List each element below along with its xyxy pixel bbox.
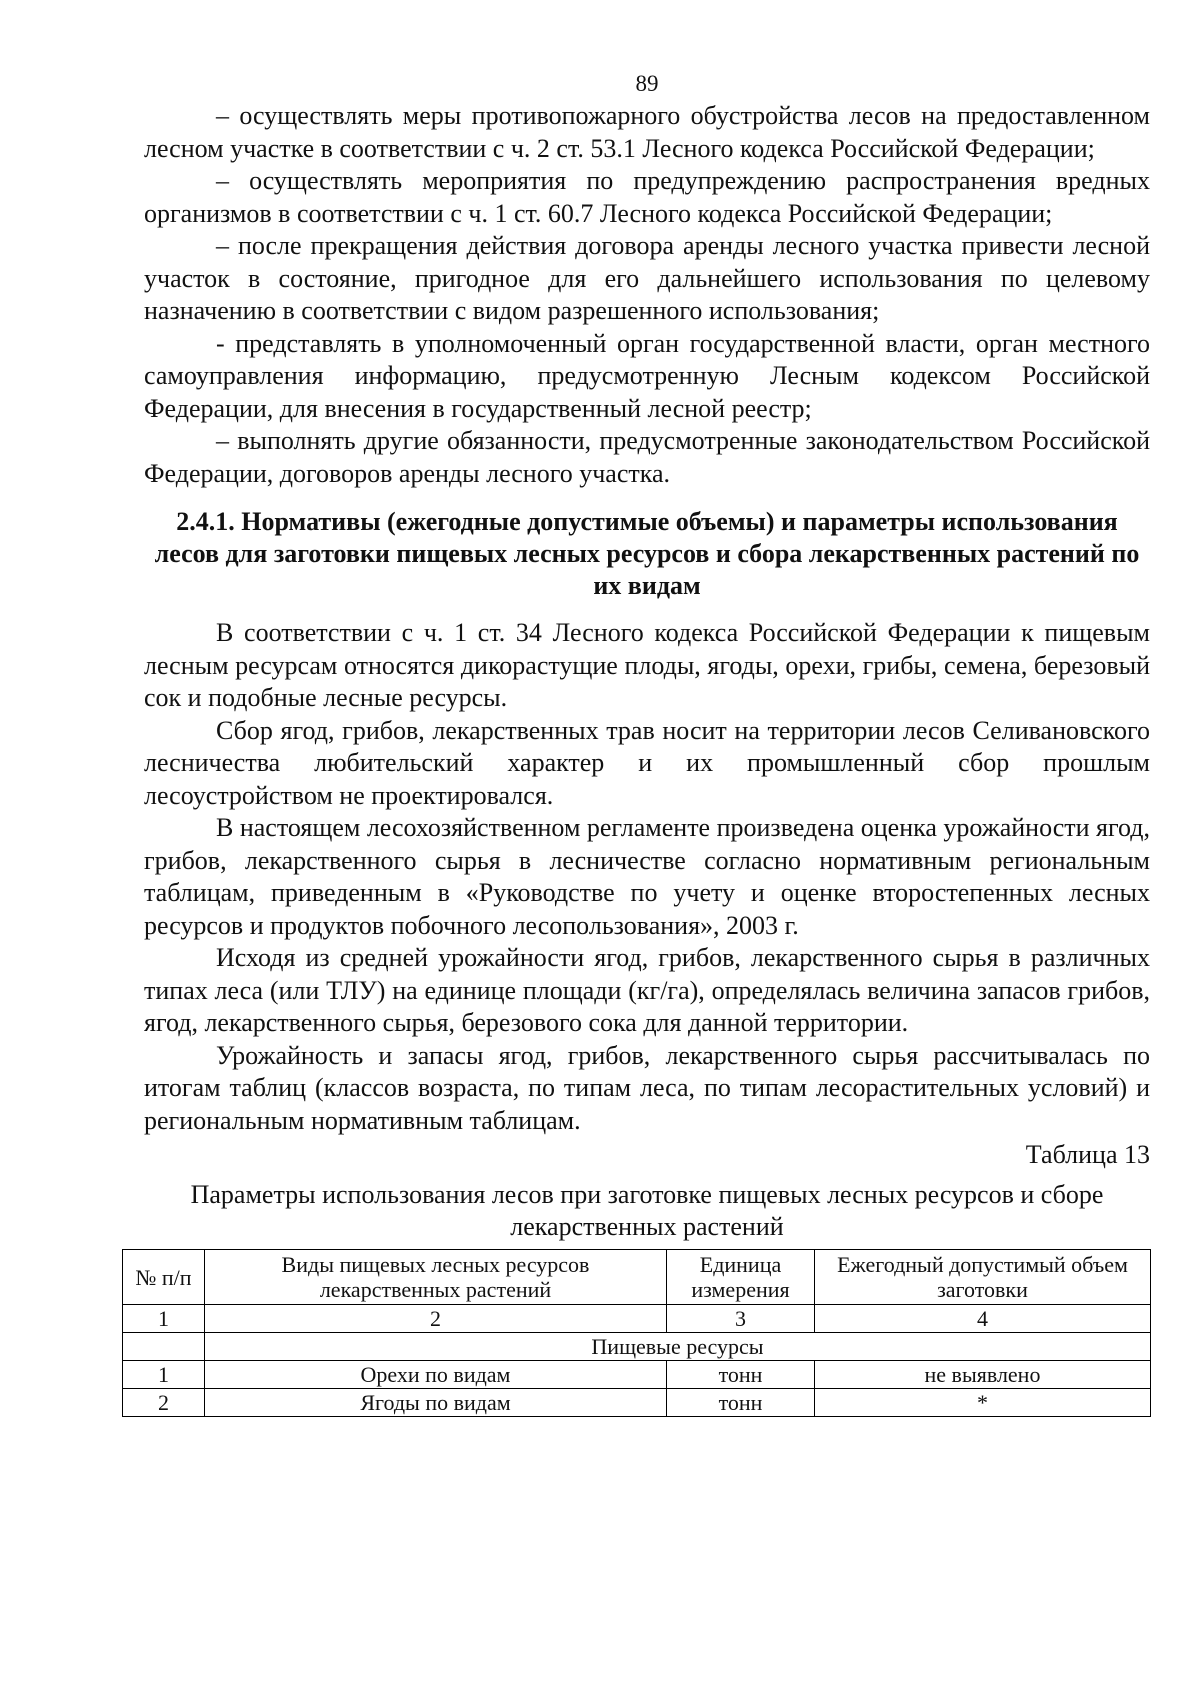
- table-cell: 1: [123, 1361, 205, 1389]
- table-row: [123, 1389, 1151, 1417]
- column-number-cell: 1: [123, 1305, 205, 1333]
- paragraph: Сбор ягод, грибов, лекарственных трав носит на территории лесов Селивановского лесничества любительский характер и их промышленный сбор прошлым лесоустройством не проектировался.: [144, 715, 1150, 810]
- table-row: [123, 1361, 1151, 1389]
- group-row: [123, 1333, 1151, 1361]
- document-page: [135, 70, 1150, 1417]
- paragraph: - представлять в уполномоченный орган государственной власти, орган местного самоуправления информацию, предусмотренную Лесным кодексом Российской Федерации, для внесения в государственный лесной реестр;: [144, 328, 1150, 423]
- table-cell: не выявлено: [815, 1361, 1151, 1389]
- table-cell: Ягоды по видам: [205, 1389, 667, 1417]
- header-cell: Виды пищевых лесных ресурсов лекарственных растений: [205, 1250, 667, 1305]
- header-cell: Единица измерения: [667, 1250, 815, 1305]
- table-cell: тонн: [667, 1389, 815, 1417]
- empty-cell: [123, 1333, 205, 1361]
- column-number-cell: 3: [667, 1305, 815, 1333]
- table-cell: 2: [123, 1389, 205, 1417]
- column-number-cell: 4: [815, 1305, 1151, 1333]
- paragraph: Исходя из средней урожайности ягод, грибов, лекарственного сырья в различных типах леса (или ТЛУ) на единице площади (кг/га), определялась величина запасов грибов, ягод, лекарственного сырья, березового сока для данной территории.: [144, 943, 1150, 1037]
- paragraph: – выполнять другие обязанности, предусмотренные законодательством Российской Федерации, договоров аренды лесного участка.: [144, 426, 1150, 488]
- paragraph: В соответствии с ч. 1 ст. 34 Лесного кодекса Российской Федерации к пищевым лесным ресурсам относятся дикорастущие плоды, ягоды, орехи, грибы, семена, березовый сок и подобные лесные ресурсы.: [144, 618, 1150, 712]
- paragraph: Урожайность и запасы ягод, грибов, лекарственного сырья рассчитывалась по итогам таблиц (классов возраста, по типам леса, по типам лесорастительных условий) и региональным нормативным таблицам.: [144, 1040, 1150, 1135]
- table-number: Таблица 13: [1025, 1140, 1150, 1169]
- table-cell: Орехи по видам: [205, 1361, 667, 1389]
- column-number-row: [123, 1305, 1151, 1333]
- group-label: Пищевые ресурсы: [205, 1333, 1151, 1361]
- column-number-cell: 2: [205, 1305, 667, 1333]
- table-cell: *: [815, 1389, 1151, 1417]
- paragraph: В настоящем лесохозяйственном регламенте произведена оценка урожайности ягод, грибов, лекарственного сырья в лесничестве согласно нормативным региональным таблицам, приведенным в «Руководстве по учету и оценке второстепенных лесных ресурсов и продуктов побочного лесопользования», 2003 г.: [144, 813, 1150, 940]
- paragraph: – после прекращения действия договора аренды лесного участка привести лесной участок в состояние, пригодное для его дальнейшего использования по целевому назначению в соответствии с видом разрешенного использования;: [144, 231, 1150, 325]
- section-heading: 2.4.1. Нормативы (ежегодные допустимые объемы) и параметры использования лесов для заготовки пищевых лесных ресурсов и сбора лекарственных растений по их видам: [154, 507, 1140, 600]
- table-title: Параметры использования лесов при заготовке пищевых лесных ресурсов и сборе лекарственных растений: [190, 1180, 1104, 1241]
- table-header-row: [123, 1250, 1151, 1305]
- table-cell: тонн: [667, 1361, 815, 1389]
- paragraph: – осуществлять мероприятия по предупреждению распространения вредных организмов в соответствии с ч. 1 ст. 60.7 Лесного кодекса Российской Федерации;: [144, 166, 1150, 228]
- page-number: 89: [635, 71, 659, 96]
- paragraph: – осуществлять меры противопожарного обустройства лесов на предоставленном лесном участке в соответствии с ч. 2 ст. 53.1 Лесного кодекса Российской Федерации;: [144, 101, 1150, 163]
- header-cell: Ежегодный допустимый объем заготовки: [815, 1250, 1151, 1305]
- header-cell: № п/п: [123, 1250, 205, 1305]
- parameters-table: [122, 1249, 1151, 1417]
